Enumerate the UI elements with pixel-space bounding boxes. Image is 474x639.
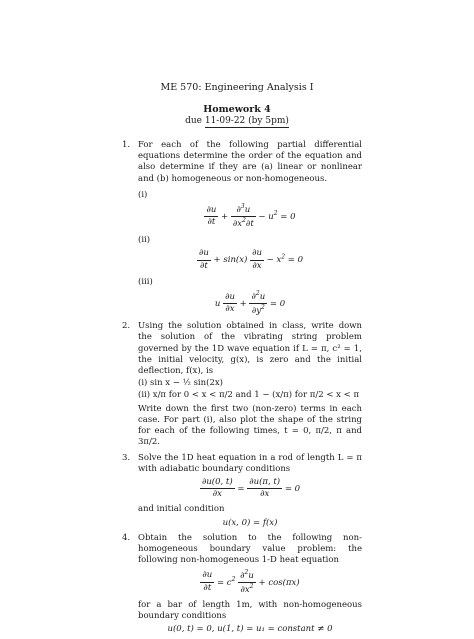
problem-3-initial-equation: u(x, 0) = f(x) bbox=[222, 517, 278, 528]
due-line bbox=[0, 116, 474, 128]
problem-2-case-ii: (ii) x/π for 0 < x < π/2 and 1 − (x/π) for π/2 < x < π bbox=[138, 390, 360, 401]
homework-title: Homework 4 bbox=[203, 104, 271, 115]
problem-3-boundary-equation: $\frac{\partial u(0, t)}{\partial x}$ = $\frac{\partial u(\pi, t)}{\partial x}$ = 0 bbox=[201, 477, 301, 500]
problem-1-number: 1. bbox=[122, 140, 131, 150]
problem-1-text: For each of the following partial differential equations determine the order of the equation and also determine if they are (a) linear or nonlinear and (b) homogeneous or non-homogeneous. bbox=[138, 140, 362, 184]
problem-3-text: Solve the 1D heat equation in a rod of length L = π with adiabatic boundary conditions bbox=[138, 452, 362, 474]
problem-2-text: Using the solution obtained in class, write down the solution of the vibrating string problem governed by the 1D wave equation if L = π, c² = 1, the initial velocity, g(x), is zero and the initial deflection, f(x), is bbox=[138, 321, 362, 377]
problem-2-case-i: (i) sin x − ½ sin(2x) bbox=[138, 378, 223, 389]
problem-3-mid-text: and initial condition bbox=[138, 504, 225, 515]
course-title: ME 570: Engineering Analysis I bbox=[160, 82, 314, 93]
problem-1 bbox=[122, 140, 362, 317]
problem-4-boundary-conditions: u(0, t) = 0, u(1, t) = u₁ = constant ≠ 0 bbox=[167, 624, 333, 635]
problem-3-number: 3. bbox=[122, 452, 131, 463]
problem-1-item-iii-equation: u $\frac{\partial u}{\partial x}$ + $\frac{\partial^2u}{\partial y^2}$ = 0 bbox=[214, 290, 286, 316]
problem-2-number: 2. bbox=[122, 321, 131, 332]
problem-2-followup: Write down the first two (non-zero) terms in each case. For part (i), also plot the shape of the string for each of the following times, t = 0, π/2, π and 3π/2. bbox=[138, 403, 362, 448]
problem-1-item-i-equation: $\frac{\partial u}{\partial t}$ + $\frac{\partial^3u}{\partial x^2\partial t}$ − $u^2 = 0$ bbox=[206, 203, 296, 229]
due-prefix: due bbox=[185, 116, 205, 126]
problem-1-item-ii-equation: $\frac{\partial u}{\partial t}$ + sin(x) $\frac{\partial u}{\partial x}$ − $x^2 = 0$ bbox=[198, 248, 304, 271]
problem-list bbox=[122, 140, 362, 639]
problem-4-mid-text: for a bar of length 1m, with non-homogeneous boundary conditions bbox=[138, 599, 362, 621]
problem-4-number: 4. bbox=[122, 532, 131, 543]
problem-1-item-i-label: (i) bbox=[138, 189, 148, 200]
problem-4-text: Obtain the solution to the following non-homogeneous boundary value problem: the following non-homogeneous 1-D heat equation bbox=[138, 532, 362, 566]
problem-1-item-iii-label: (iii) bbox=[138, 276, 153, 287]
problem-1-item-ii-label: (ii) bbox=[138, 235, 151, 246]
problem-4-heat-equation: $\frac{\partial u}{\partial t}$ = $c^2$ $\frac{\partial^2u}{\partial x^2}$ + cos(πx) bbox=[202, 568, 300, 595]
problem-4 bbox=[122, 533, 362, 635]
problem-2 bbox=[122, 321, 362, 448]
problem-3 bbox=[122, 453, 362, 529]
due-date: 11-09-22 (by 5pm) bbox=[204, 116, 289, 126]
